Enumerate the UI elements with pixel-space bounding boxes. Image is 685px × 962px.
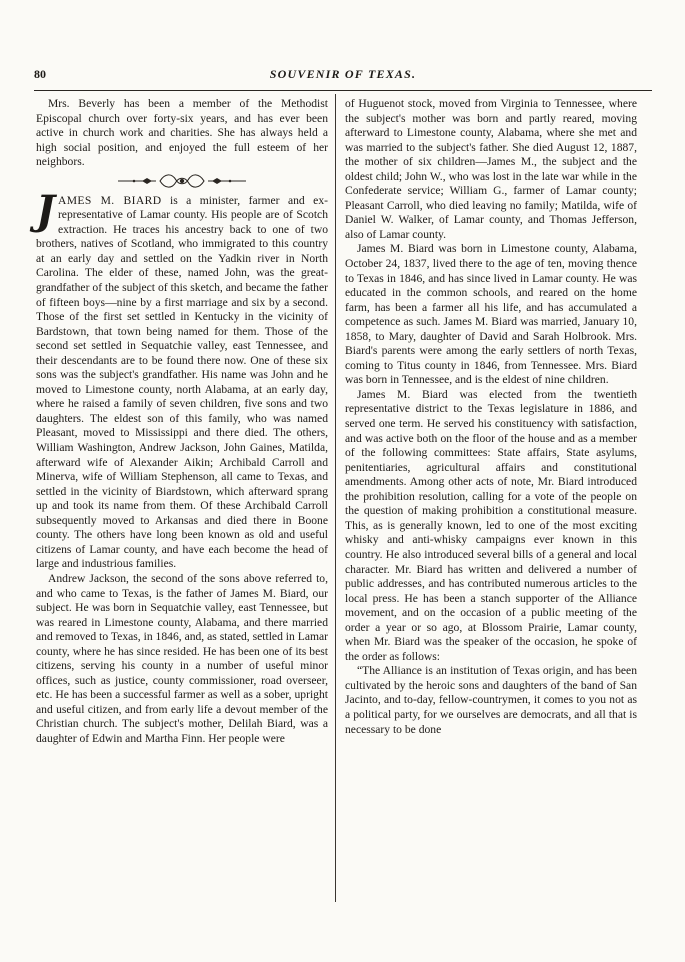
right-column	[345, 97, 637, 737]
left-column	[36, 97, 328, 747]
paragraph-beverly: Mrs. Beverly has been a member of the Methodist Episcopal church over forty-six years, and has ever been active in church work and charities. She has always held a high social position, and enjoyed the full esteem of her neighbors.	[36, 97, 328, 169]
paragraph-birth: James M. Biard was born in Limestone county, Alabama, October 24, 1837, lived there to the age of ten, moving thence to Texas in 1846, and has since lived in Lamar county. He was educated in the common schools, and reared on the home farm, has been a farmer all his life, and has accumulated a competence as such. James M. Biard was married, January 10, 1858, to Mary, daughter of David and Sarah Holbrook. Mrs. Biard's parents were among the early settlers of north Texas, coming to Titus county in 1846, from Tennessee. Mrs. Biard was born in Tennessee, and is the eldest of nine children.	[345, 242, 637, 387]
paragraph-andrew-jackson: Andrew Jackson, the second of the sons above referred to, and who came to Texas, is the father of James M. Biard, our subject. He was born in Sequatchie valley, east Tennessee, but was reared in Limestone county, Alabama, and there married and removed to Texas, in 1846, and, as stated, settled in Lamar county, where he has since resided. He has been one of its best citizens, serving his county in a number of useful minor offices, such as justice, county commissioner, road overseer, etc. He has been a successful farmer as well as a sober, upright and useful citizen, and from early life a devout member of the Christian church. The subject's mother, Delilah Biard, was a daughter of Edwin and Martha Finn. Her people were	[36, 571, 328, 745]
page-number: 80	[34, 67, 46, 81]
paragraph-alliance-quote: “The Alliance is an institution of Texas origin, and has been cultivated by the heroic sons and daughters of the band of San Jacinto, and to-day, fellow-countrymen, it comes to you not as a political party, for we ourselves are democrats, and all that is necessary to be done	[345, 664, 637, 736]
paragraph-biard-intro	[36, 186, 328, 572]
lead-name: AMES M. BIARD	[57, 193, 162, 207]
paragraph-huguenot: of Huguenot stock, moved from Virginia to Tennessee, where the subject's mother was born and partly reared, moving afterward to Limestone county, Alabama, where she met and was married to the subject's father. She died August 12, 1887, the mother of six children—James M., the subject and the oldest child; John W., who was lost in the late war while in the Confederate service; William G., farmer of Lamar county; Pleasant Carroll, who died leaving no family; Matilda, wife of Daniel W. Walker, of Lamar county, and Thomas Jefferson, also of Lamar county.	[345, 97, 637, 241]
page-header	[34, 64, 652, 86]
running-title: SOUVENIR OF TEXAS.	[269, 67, 417, 81]
intro-text: is a minister, farmer and ex-representative of Lamar county. His people are of Scotch extraction. He traces his ancestry back to one of two brothers, natives of Scotland, who immigrated to this country at an early day and settled on the Yadkin river in North Carolina. The elder of these, named John, was the great-grandfather of the subject of this sketch, and became the father of fifteen boys—nine by a first marriage and six by a second. Those of the first set settled in Kentucky in the vicinity of Bardstown, that town being named for them. Those of the second set settled in Sequatchie valley, east Tennessee, and their descendants are to be found there now. One of these six sons was the subject's grandfather. His name was John and he moved to Limestone county, north Alabama, at an early day, where he raised a family of seven children, five sons and two daughters. The eldest son of this family, who was named Pleasant, moved to Mississippi and there died. The others, William Washington, Andrew Jackson, John Gaines, Matilda, afterward wife of Alexander Aikin; Archibald Carroll and Minerva, wife of William Stephenson, all came to Texas, and settled in the vicinity of Biardstown, which afterward sprang up and took its name from them. Of these Archibald Carroll subsequently moved to Arkansas and died there in Boone county. The others have long been known as old and useful citizens of Lamar county, and have each become the head of large and industrious families.	[36, 193, 328, 571]
decorative-flourish-icon	[112, 174, 252, 188]
paragraph-legislature: James M. Biard was elected from the twentieth representative district to the Texas legislature in 1886, and served one term. He served his constituency with satisfaction, and was active both on the floor of the house and as a member of the following committees: State affairs, State asylums, penitentiaries, agricultural affairs and constitutional amendments. Among other acts of note, Mr. Biard introduced the prohibition resolution, calling for a vote of the people on the question of making prohibition a constitutional measure. This, as is generally known, led to one of the most exciting whisky and anti-whisky campaigns ever known in this country. He also introduced several bills of a general and local character. Mr. Biard has written and delivered a number of public addresses, and has contributed numerous articles to the local press. He has been a stanch supporter of the Alliance movement, and on the occasion of a public meeting of the order a year or so ago, at Blossom Prairie, Lamar county, when Mr. Biard was the speaker of the occasion, he spoke of the order as follows:	[345, 387, 637, 663]
column-divider	[335, 94, 336, 902]
header-rule	[34, 90, 652, 91]
drop-cap: J	[36, 186, 55, 234]
